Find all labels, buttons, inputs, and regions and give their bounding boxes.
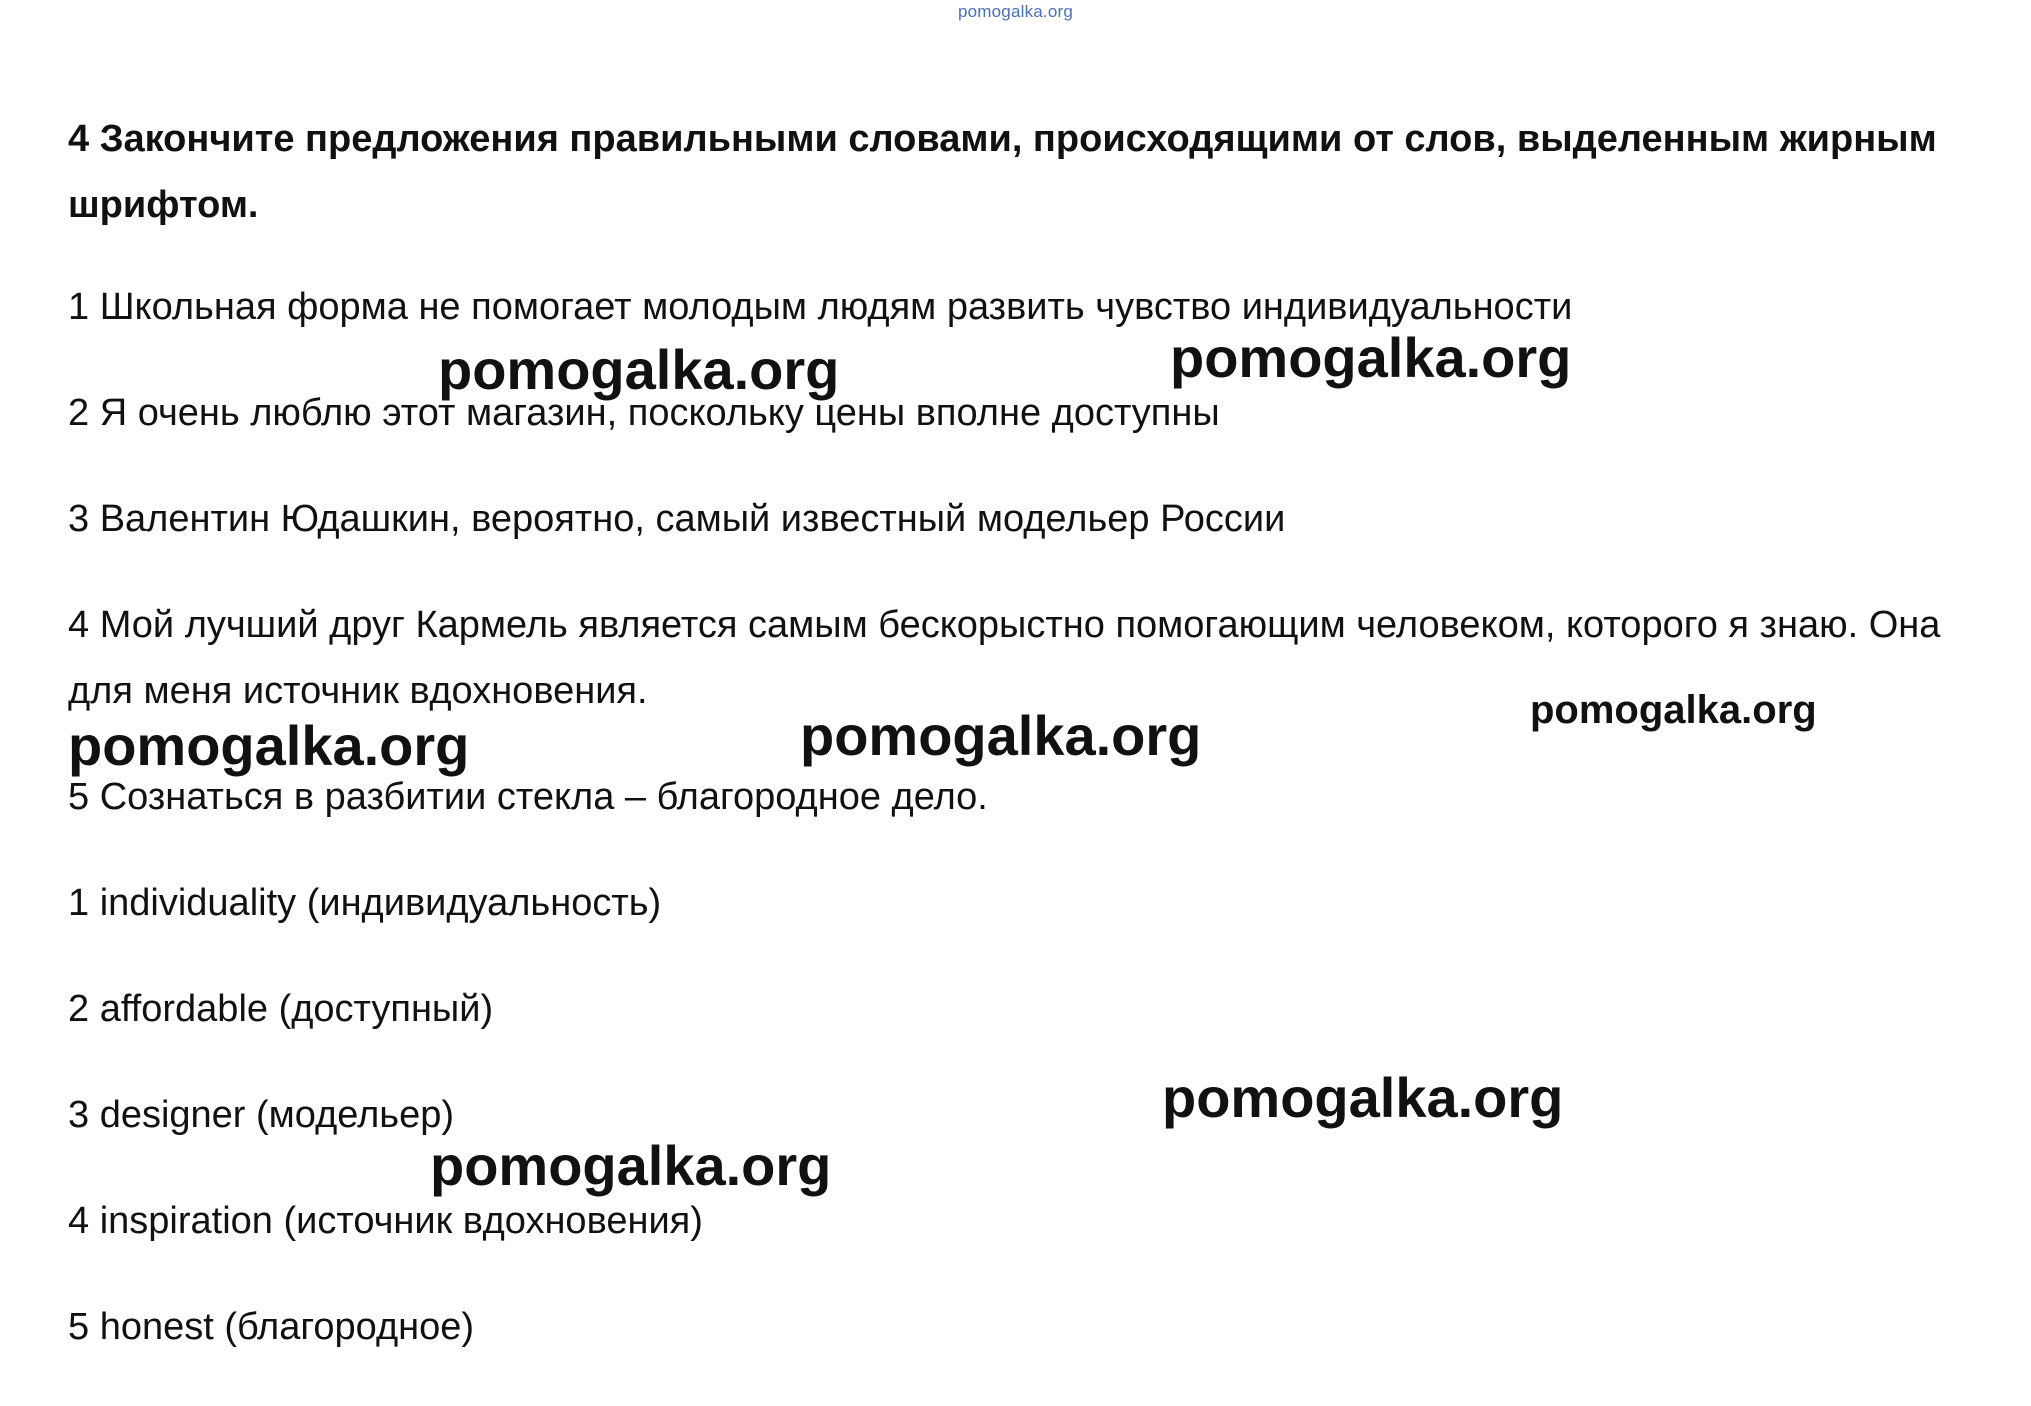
- header-watermark: pomogalka.org: [957, 2, 1074, 21]
- watermark: pomogalka.org: [1162, 1066, 1564, 1129]
- answer-1: 1 individuality (индивидуальность): [68, 882, 662, 924]
- watermark: pomogalka.org: [68, 714, 470, 777]
- answer-5: 5 honest (благородное): [68, 1306, 475, 1348]
- sentence-2: 2 Я очень люблю этот магазин, поскольку цены вполне доступны: [68, 392, 1220, 434]
- exercise-title: 4 Закончите предложения правильными словами, происходящими от слов, выделенным жирным шрифтом.: [68, 118, 1937, 226]
- answer-4: 4 inspiration (источник вдохновения): [68, 1200, 703, 1242]
- watermark: pomogalka.org: [430, 1134, 832, 1197]
- sentence-4: 4 Мой лучший друг Кармель является самым бескорыстно помогающим человеком, которого я знаю. Она для меня источник вдохновения.: [68, 604, 1941, 712]
- sentence-3: 3 Валентин Юдашкин, вероятно, самый известный модельер России: [68, 498, 1286, 540]
- sentence-5: 5 Сознаться в разбитии стекла – благородное дело.: [68, 776, 988, 818]
- watermark: pomogalka.org: [1170, 326, 1572, 389]
- watermark: pomogalka.org: [800, 704, 1202, 767]
- watermark: pomogalka.org: [1530, 688, 1817, 732]
- sentence-1: 1 Школьная форма не помогает молодым людям развить чувство индивидуальности: [68, 286, 1573, 328]
- answer-2: 2 affordable (доступный): [68, 988, 494, 1030]
- watermark: pomogalka.org: [438, 338, 840, 401]
- answer-3: 3 designer (модельер): [68, 1094, 455, 1136]
